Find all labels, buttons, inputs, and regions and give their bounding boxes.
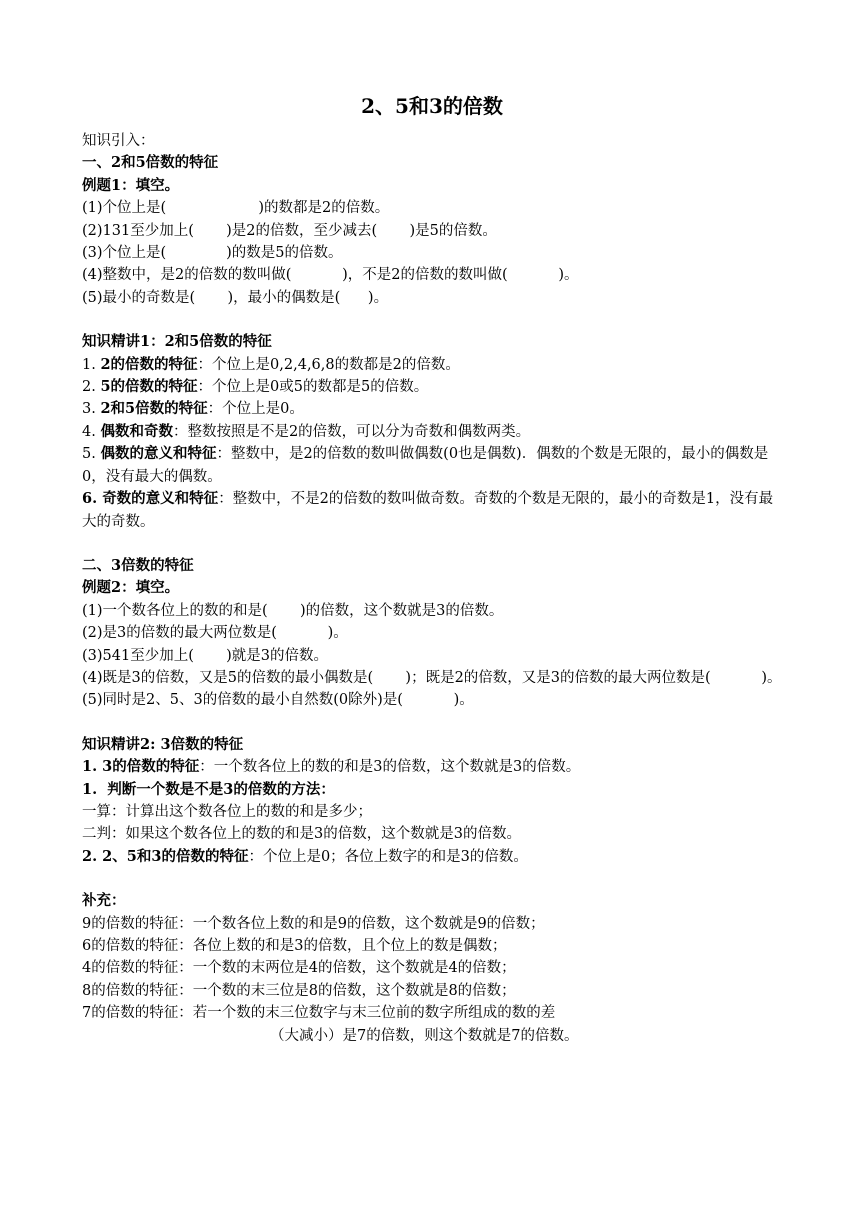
spacer — [82, 533, 782, 555]
section2-heading: 二、3倍数的特征 — [82, 556, 194, 574]
section1-heading: 一、2和5倍数的特征 — [82, 154, 219, 172]
lecture2-point — [82, 846, 782, 868]
supplement-heading: 补充： — [82, 892, 126, 910]
point-number: 5. — [82, 446, 101, 463]
page-title: 2、5和3的倍数 — [361, 94, 503, 118]
intro-label: 知识引入： — [82, 133, 155, 149]
example2-item: (3)541至少加上( )就是3的倍数。 — [82, 647, 329, 664]
point-number: 6. — [82, 490, 103, 508]
point-text: ：整数按照是不是2的倍数，可以分为奇数和偶数两类。 — [172, 423, 531, 440]
method-step: 二判：如果这个数各位上的数的和是3的倍数，这个数就是3的倍数。 — [82, 826, 521, 843]
point-term: 2的倍数的特征 — [100, 355, 198, 373]
supplement-line: 6的倍数的特征：各位上数的和是3的倍数，且个位上的数是偶数； — [82, 938, 507, 954]
lecture1-point — [82, 376, 782, 398]
supplement-line: 8的倍数的特征：一个数的末三位是8的倍数，这个数就是8的倍数； — [82, 982, 516, 999]
supplement-line: 7的倍数的特征：若一个数的末三位数字与末三位前的数字所组成的数的差 — [82, 1005, 556, 1022]
point-text: ：个位上是0；各位上数字的和是3的倍数。 — [248, 848, 528, 865]
lecture1-point — [82, 421, 782, 443]
supplement-line: 9的倍数的特征：一个数各位上数的和是9的倍数，这个数就是9的倍数； — [82, 915, 545, 932]
point-number: 4. — [82, 423, 101, 440]
point-term: 偶数的意义和特征 — [100, 445, 217, 463]
point-text: ：个位上是0或5的数都是5的倍数。 — [197, 379, 429, 396]
lecture1-point — [82, 354, 782, 376]
lecture1-point — [82, 398, 782, 420]
spacer — [82, 868, 782, 890]
lecture1-heading: 知识精讲1：2和5倍数的特征 — [82, 333, 272, 351]
example1-item: (3)个位上是( )的数是5的倍数。 — [82, 245, 343, 262]
example1-item: (4)整数中，是2的倍数的数叫做( )，不是2的倍数的数叫做( )。 — [82, 267, 579, 284]
point-number: 2. — [82, 379, 101, 396]
example2-item: (1)一个数各位上的数的和是( )的倍数，这个数就是3的倍数。 — [82, 602, 504, 619]
example1-item: (1)个位上是( )的数都是2的倍数。 — [82, 200, 390, 217]
example2-item: (5)同时是2、5、3的倍数的最小自然数(0除外)是( )。 — [82, 692, 474, 709]
point-number: 1. — [82, 356, 101, 373]
method-step: 一算：计算出这个数各位上的数的和是多少； — [82, 803, 372, 820]
point-term: 2和5倍数的特征 — [100, 400, 208, 418]
point-text: ：个位上是0,2,4,6,8的数都是2的倍数。 — [197, 356, 460, 373]
spacer — [82, 712, 782, 734]
lecture1-point — [82, 488, 782, 533]
method-heading: 1. 判断一个数是不是3的倍数的方法： — [82, 780, 335, 798]
point-term: 偶数和奇数 — [100, 422, 173, 440]
example2-item: (4)既是3的倍数，又是5的倍数的最小偶数是( )；既是2的倍数，又是3的倍数的最大两位数是( )。 — [82, 669, 782, 686]
example1-item: (2)131至少加上( )是2的倍数，至少减去( )是5的倍数。 — [82, 222, 497, 239]
point-term: 1. 3的倍数的特征 — [82, 758, 200, 776]
example2-item: (2)是3的倍数的最大两位数是( )。 — [82, 625, 348, 642]
point-term: 2. 2、5和3的倍数的特征 — [82, 847, 249, 865]
document-page — [82, 92, 782, 1047]
lecture2-point — [82, 756, 782, 778]
point-text: ：整数中，是2的倍数的数叫做偶数(0也是偶数)．偶数的个数是无限的，最小的偶数是0，没有最大的偶数。 — [82, 446, 769, 485]
supplement-line: 4的倍数的特征：一个数的末两位是4的倍数，这个数就是4的倍数； — [82, 960, 516, 977]
point-number: 3. — [82, 401, 101, 418]
point-text: ：个位上是0。 — [207, 401, 304, 418]
example2-label: 例题2：填空。 — [82, 579, 180, 597]
point-term: 5的倍数的特征 — [100, 378, 198, 396]
lecture2-heading: 知识精讲2: 3倍数的特征 — [82, 735, 244, 753]
spacer — [82, 309, 782, 331]
example1-label: 例题1：填空。 — [82, 176, 180, 194]
point-text: ：一个数各位上的数的和是3的倍数，这个数就是3的倍数。 — [199, 759, 581, 776]
point-term: 奇数的意义和特征 — [102, 490, 219, 508]
supplement-continuation: （大减小）是7的倍数，则这个数就是7的倍数。 — [270, 1027, 579, 1044]
example1-item: (5)最小的奇数是( )，最小的偶数是( )。 — [82, 289, 389, 306]
point-text: ：整数中，不是2的倍数的数叫做奇数。奇数的个数是无限的，最小的奇数是1，没有最大的奇数。 — [82, 491, 774, 530]
lecture1-point — [82, 443, 782, 488]
